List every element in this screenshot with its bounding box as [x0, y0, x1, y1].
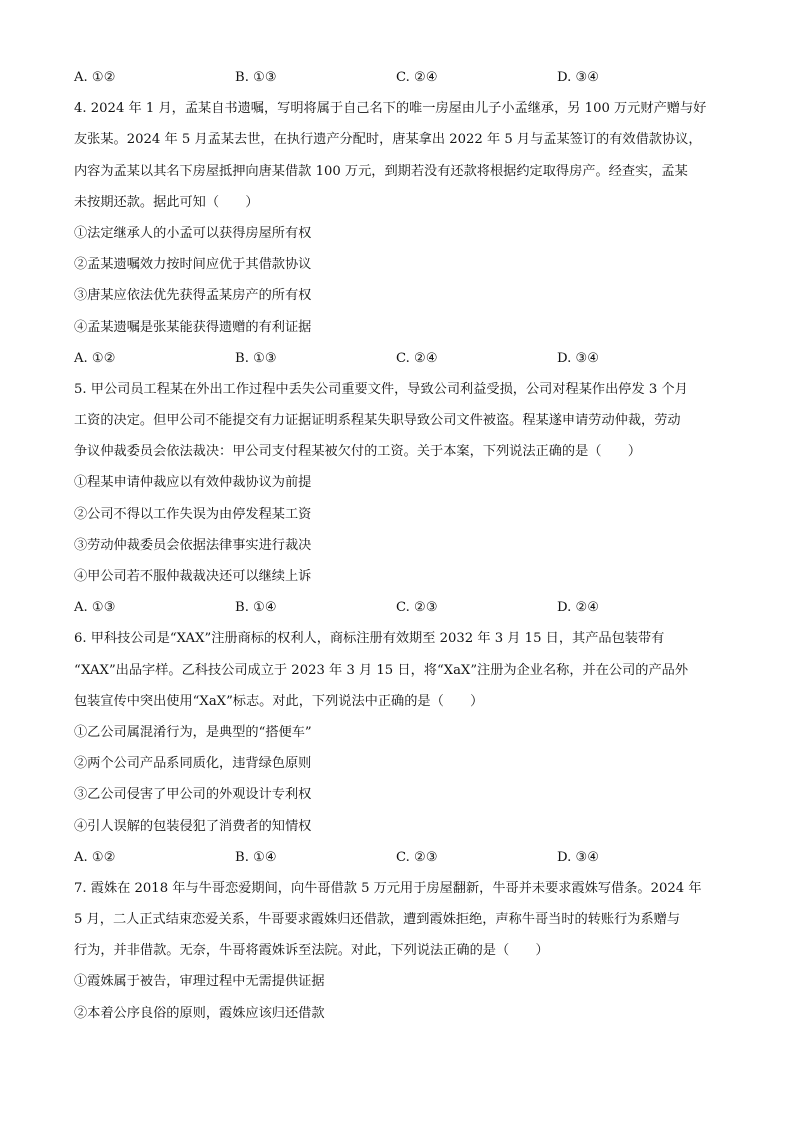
- choice-a: A. ①②: [74, 70, 116, 85]
- statement-option: ②两个公司产品系同质化，违背绿色原则: [74, 756, 312, 772]
- statement-option: ③唐某应依法优先获得孟某房产的所有权: [74, 288, 312, 304]
- statement-option: ①乙公司属混淆行为，是典型的“搭便车”: [74, 724, 312, 740]
- statement-option: ④引人误解的包装侵犯了消费者的知情权: [74, 818, 312, 834]
- choice-a: A. ①②: [74, 849, 116, 865]
- choice-b: B. ①③: [235, 70, 277, 85]
- choice-d: D. ③④: [557, 350, 600, 366]
- statement-option: ②本着公序良俗的原则，霞姝应该归还借款: [74, 1005, 325, 1021]
- choice-a: A. ①③: [74, 600, 116, 616]
- statement-option: ③乙公司侵害了甲公司的外观设计专利权: [74, 787, 312, 803]
- statement-option: ①法定继承人的小孟可以获得房屋所有权: [74, 225, 312, 241]
- answer-choices: [74, 842, 724, 873]
- answer-choices: [74, 592, 724, 623]
- choice-b: B. ①③: [235, 350, 277, 366]
- question-stem-line: 未按期还款。据此可知（ ）: [74, 194, 259, 210]
- statement-option: ②公司不得以工作失误为由停发程某工资: [74, 506, 312, 522]
- choice-d: D. ③④: [557, 70, 600, 85]
- question-stem-line: 工资的决定。但甲公司不能提交有力证据证明系程某失职导致公司文件被盗。程某遂申请劳动仲裁，劳动: [74, 413, 681, 429]
- question-4: [74, 93, 724, 374]
- statement-option: ①霞姝属于被告，审理过程中无需提供证据: [74, 974, 325, 990]
- statement-option: ④甲公司若不服仲裁裁决还可以继续上诉: [74, 569, 312, 584]
- choice-c: C. ②④: [396, 70, 438, 85]
- choice-c: C. ②③: [396, 849, 438, 865]
- exam-page: [74, 62, 724, 1029]
- answer-choices: [74, 343, 724, 374]
- choice-d: D. ②④: [557, 600, 600, 616]
- choice-c: C. ②④: [396, 350, 438, 366]
- question-stem-line: 6. 甲科技公司是“XAX”注册商标的权利人，商标注册有效期至 2032 年 3 月 15 日，其产品包装带有: [74, 631, 665, 647]
- choice-d: D. ③④: [557, 849, 600, 865]
- question-stem-line: 7. 霞姝在 2018 年与牛哥恋爱期间，向牛哥借款 5 万元用于房屋翻新，牛哥并未要求霞姝写借条。2024 年: [74, 880, 702, 896]
- question-stem-line: 5. 甲公司员工程某在外出工作过程中丢失公司重要文件，导致公司利益受损，公司对程某作出停发 3 个月: [74, 381, 688, 397]
- statement-option: ③劳动仲裁委员会依据法律事实进行裁决: [74, 537, 312, 553]
- statement-option: ②孟某遗嘱效力按时间应优于其借款协议: [74, 257, 312, 273]
- question-5: [74, 374, 724, 624]
- question-stem-line: 争议仲裁委员会依法裁决：甲公司支付程某被欠付的工资。关于本案，下列说法正确的是（ ）: [74, 444, 642, 460]
- statement-option: ①程某申请仲裁应以有效仲裁协议为前提: [74, 475, 312, 491]
- question-stem-line: 4. 2024 年 1 月，孟某自书遗嘱，写明将属于自己名下的唯一房屋由儿子小孟继承，另 100 万元财产赠与好: [74, 101, 707, 117]
- question-stem-line: 包装宣传中突出使用“XaX”标志。对此，下列说法中正确的是（ ）: [74, 693, 484, 709]
- question-6: [74, 623, 724, 873]
- question-stem-line: 内容为孟某以其名下房屋抵押向唐某借款 100 万元，到期若没有还款将根据约定取得房产。经查实，孟某: [74, 163, 688, 179]
- choice-b: B. ①④: [235, 600, 277, 616]
- statement-option: ④孟某遗嘱是张某能获得遗赠的有利证据: [74, 319, 312, 335]
- choice-b: B. ①④: [235, 849, 277, 865]
- question-stem-line: 5 月，二人正式结束恋爱关系，牛哥要求霞姝归还借款，遭到霞姝拒绝，声称牛哥当时的转账行为系赠与: [74, 912, 681, 928]
- question-stem-line: 行为，并非借款。无奈，牛哥将霞姝诉至法院。对此，下列说法正确的是（ ）: [74, 943, 549, 959]
- choice-a: A. ①②: [74, 350, 116, 366]
- prev-question-choices: [74, 62, 724, 93]
- question-7: [74, 873, 724, 1029]
- choice-c: C. ②③: [396, 600, 438, 616]
- question-stem-line: 友张某。2024 年 5 月孟某去世，在执行遗产分配时，唐某拿出 2022 年 5 月与孟某签订的有效借款协议，: [74, 132, 702, 148]
- question-stem-line: “XAX”出品字样。乙科技公司成立于 2023 年 3 月 15 日，将“XaX”注册为企业名称，并在公司的产品外: [74, 662, 689, 678]
